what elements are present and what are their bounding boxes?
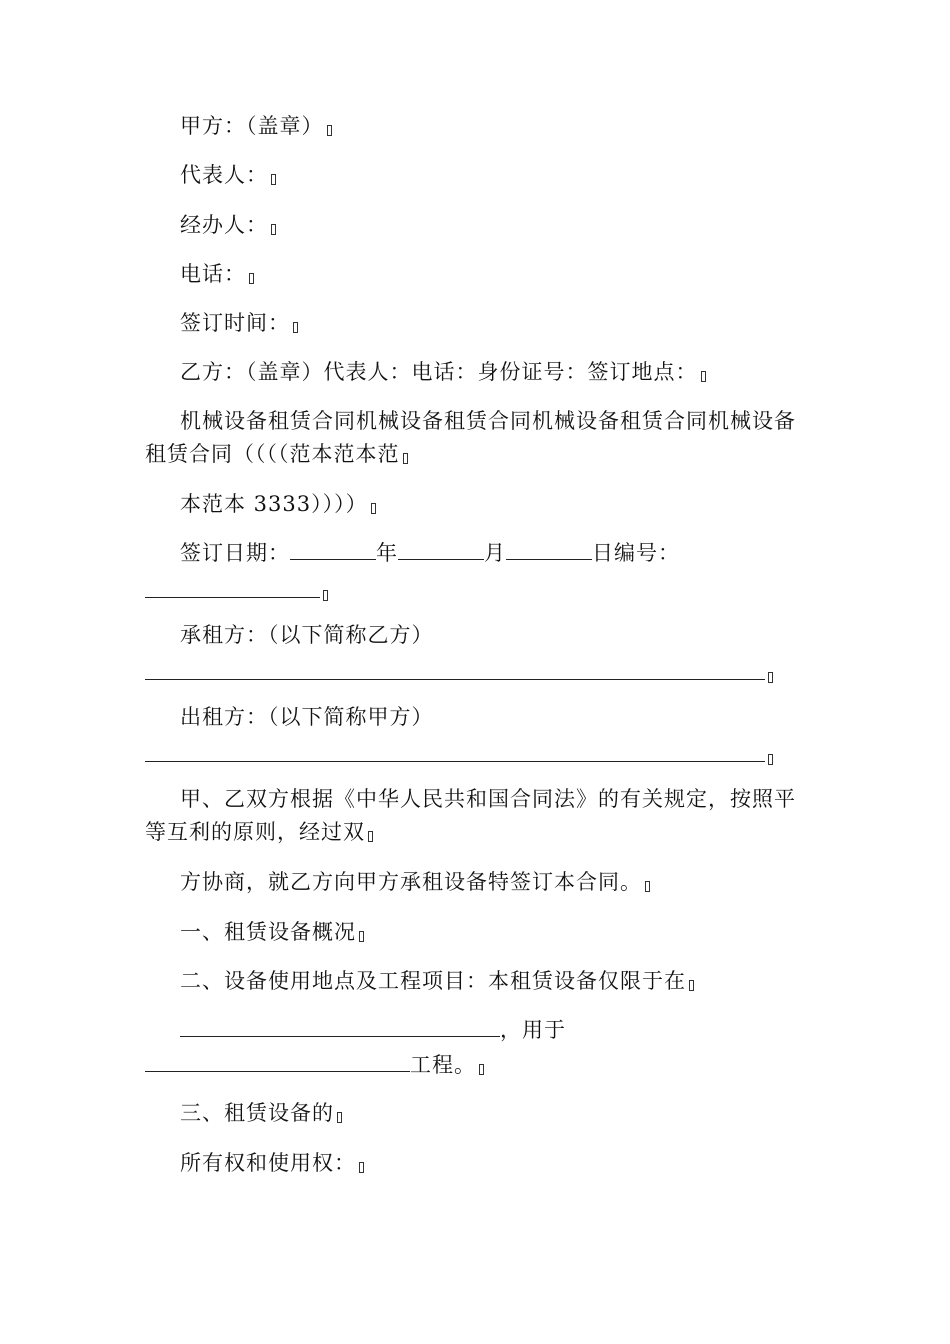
location-blank <box>180 1018 500 1037</box>
paragraph-mark <box>368 831 373 842</box>
paragraph-mark <box>359 931 364 942</box>
paragraph-mark <box>403 453 408 464</box>
day-blank <box>506 541 592 560</box>
lessee-blank-line <box>145 658 773 688</box>
paragraph-mark <box>371 503 376 514</box>
section-3-heading: 三、租赁设备的 <box>180 1098 342 1128</box>
representative-line: 代表人： <box>180 160 276 190</box>
paragraph-mark <box>323 590 328 601</box>
paragraph-mark <box>689 980 694 991</box>
section-1-heading: 一、租赁设备概况 <box>180 917 364 947</box>
paragraph-mark <box>271 224 276 235</box>
preamble-line-1: 甲、乙双方根据《中华人民共和国合同法》的有关规定，按照平 <box>180 787 796 811</box>
paragraph-mark <box>271 174 276 185</box>
party-a-seal-line: 甲方：（盖章） <box>180 111 332 141</box>
paragraph-mark <box>768 672 773 683</box>
lessor-blank-line <box>145 740 773 770</box>
number-blank <box>145 579 320 598</box>
year-blank <box>290 541 376 560</box>
lessor-line: 出租方：（以下简称甲方） <box>180 705 434 729</box>
ownership-line: 所有权和使用权： <box>180 1148 364 1178</box>
lessor-blank <box>145 743 765 762</box>
paragraph-mark <box>337 1112 342 1123</box>
paragraph-mark <box>645 881 650 892</box>
contract-title-line-2: 租赁合同（（（（范本范本范 <box>145 439 408 469</box>
agent-line: 经办人： <box>180 210 276 240</box>
preamble-line-2: 等互利的原则，经过双 <box>145 817 373 847</box>
paragraph-mark <box>701 371 706 382</box>
preamble-line-3: 方协商，就乙方向甲方承租设备特签订本合同。 <box>180 867 650 897</box>
contract-number-blank-line <box>145 576 328 606</box>
paragraph-mark <box>327 125 332 136</box>
paragraph-mark <box>359 1162 364 1173</box>
project-line: 工程。 <box>145 1050 484 1080</box>
lessee-blank <box>145 661 765 680</box>
month-blank <box>398 541 484 560</box>
party-b-line: 乙方：（盖章）代表人：电话：身份证号：签订地点： <box>180 357 706 387</box>
location-line: ，用于 <box>180 1015 566 1045</box>
section-2-heading: 二、设备使用地点及工程项目：本租赁设备仅限于在 <box>180 966 694 996</box>
paragraph-mark <box>249 273 254 284</box>
signing-time-line: 签订时间： <box>180 308 298 338</box>
lessee-line: 承租方：（以下简称乙方） <box>180 623 434 647</box>
contract-title-line-1: 机械设备租赁合同机械设备租赁合同机械设备租赁合同机械设备 <box>180 409 796 433</box>
project-blank <box>145 1053 410 1072</box>
paragraph-mark <box>768 754 773 765</box>
paragraph-mark <box>479 1064 484 1075</box>
paragraph-mark <box>293 322 298 333</box>
contract-template-line: 本范本 3333）））） <box>180 489 376 519</box>
signing-date-line: 签订日期： 年 月 日编号： <box>180 541 680 565</box>
phone-line: 电话： <box>180 259 254 289</box>
